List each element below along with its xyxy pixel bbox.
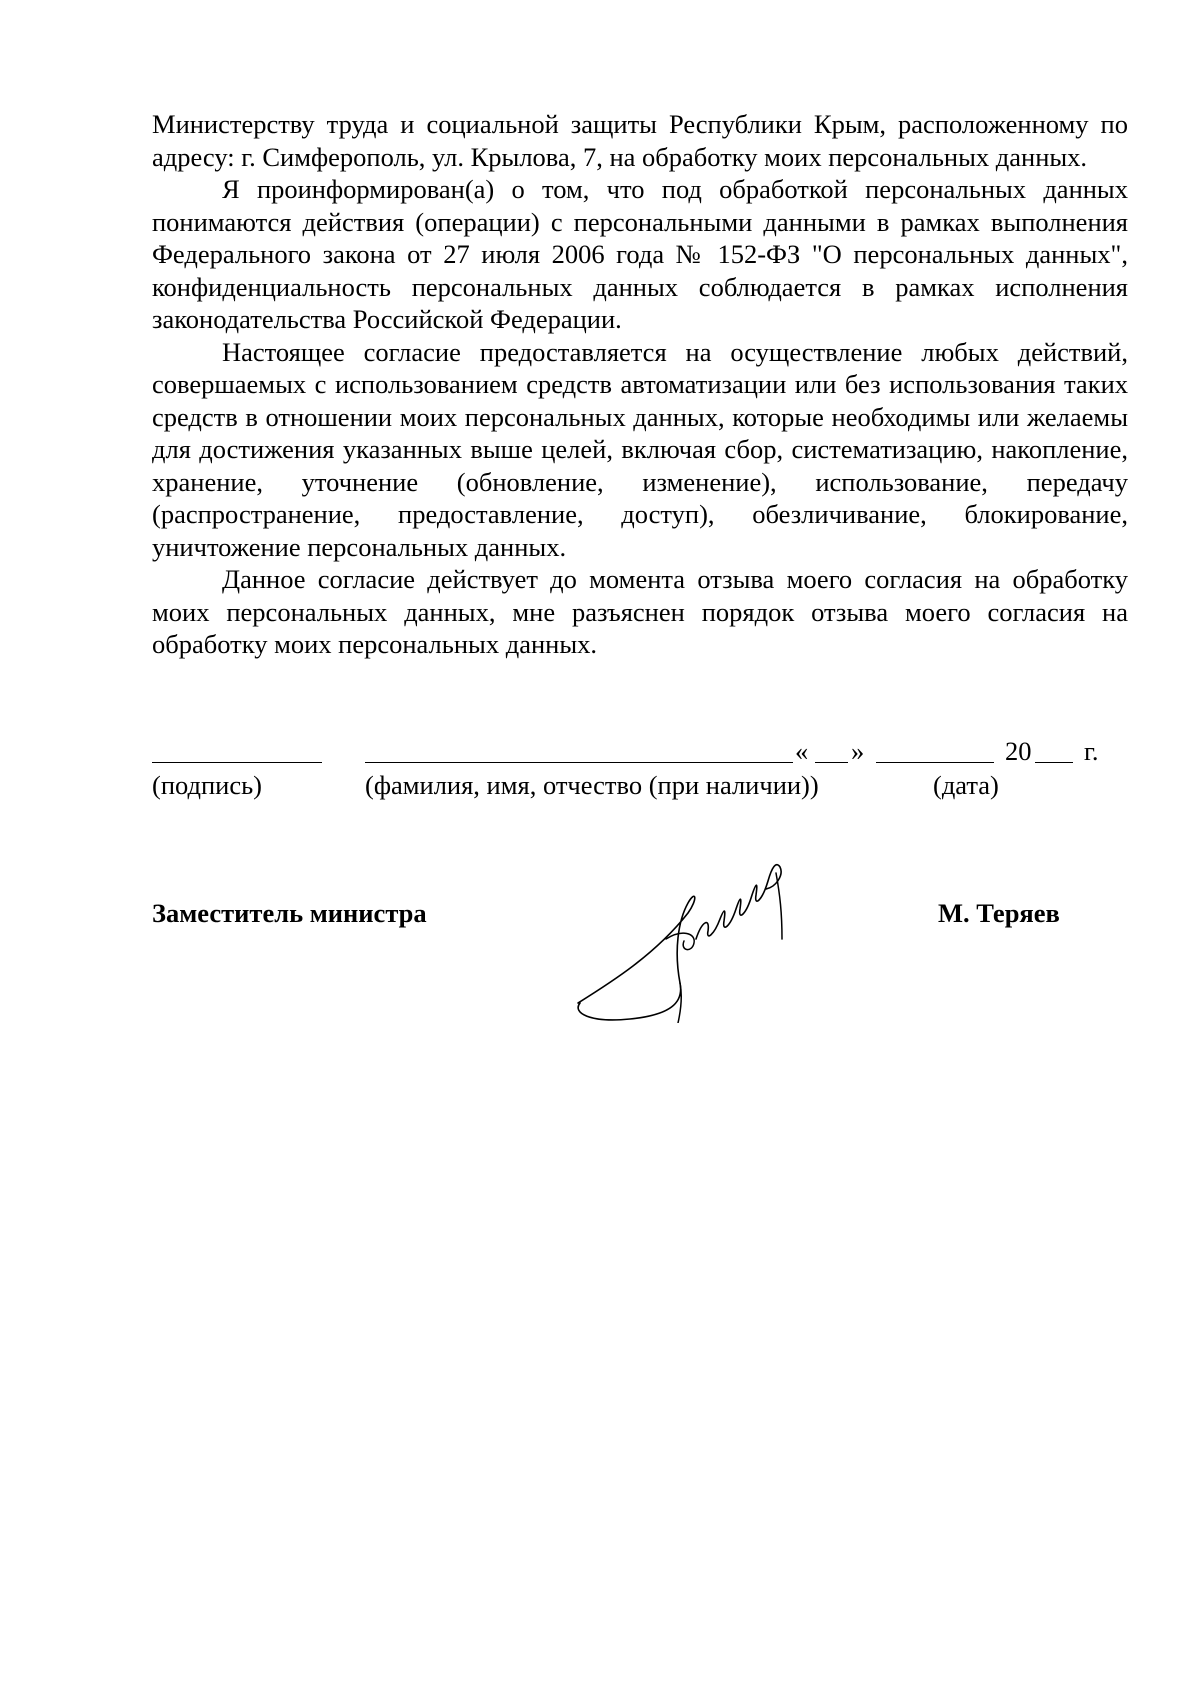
date-open-quote: « — [795, 736, 809, 766]
handwritten-signature — [570, 843, 800, 1023]
label-date: (дата) — [933, 770, 999, 800]
year-blank[interactable] — [1035, 762, 1073, 763]
signature-blank[interactable] — [152, 762, 322, 763]
month-blank[interactable] — [876, 762, 994, 763]
day-blank[interactable] — [815, 762, 848, 763]
document-body — [152, 108, 1128, 661]
fullname-blank[interactable] — [365, 762, 793, 763]
year-prefix: 20 — [1005, 736, 1032, 766]
year-suffix: г. — [1084, 736, 1099, 766]
paragraph-informed: Я проинформирован(а) о том, что под обработкой персональных данных понимаются действия (операции) с персональными данными в рамках выполнения Федерального закона от 27 июля 2006 года № 152-ФЗ "О персональных данных", конфиденциальность персональных данных соблюдается в рамках исполнения законодательства Российской Федерации. — [152, 174, 1128, 334]
paragraph-addressee: Министерству труда и социальной защиты Республики Крым, расположенному по адресу: г. Симферополь, ул. Крылова, 7, на обработку моих персональных данных. — [152, 109, 1128, 172]
paragraph-consent-scope: Настоящее согласие предоставляется на осуществление любых действий, совершаемых с использованием средств автоматизации или без использования таких средств в отношении моих персональных данных, которые необходимы или желаемы для достижения указанных выше целей, включая сбор, систематизацию, накопление, хранение, уточнение (обновление, изменение), использование, передачу (распространение, предоставление, доступ), обезличивание, блокирование, уничтожение персональных данных. — [152, 336, 1128, 562]
signatory-name: М. Теряев — [938, 898, 1060, 928]
label-signature: (подпись) — [152, 770, 263, 800]
paragraph-consent-validity: Данное согласие действует до момента отзыва моего согласия на обработку моих персональных данных, мне разъяснен порядок отзыва моего согласия на обработку моих персональных данных. — [152, 564, 1128, 659]
date-close-quote: » — [851, 736, 865, 766]
signatory-position: Заместитель министра — [152, 898, 427, 928]
label-fullname: (фамилия, имя, отчество (при наличии)) — [365, 770, 819, 800]
